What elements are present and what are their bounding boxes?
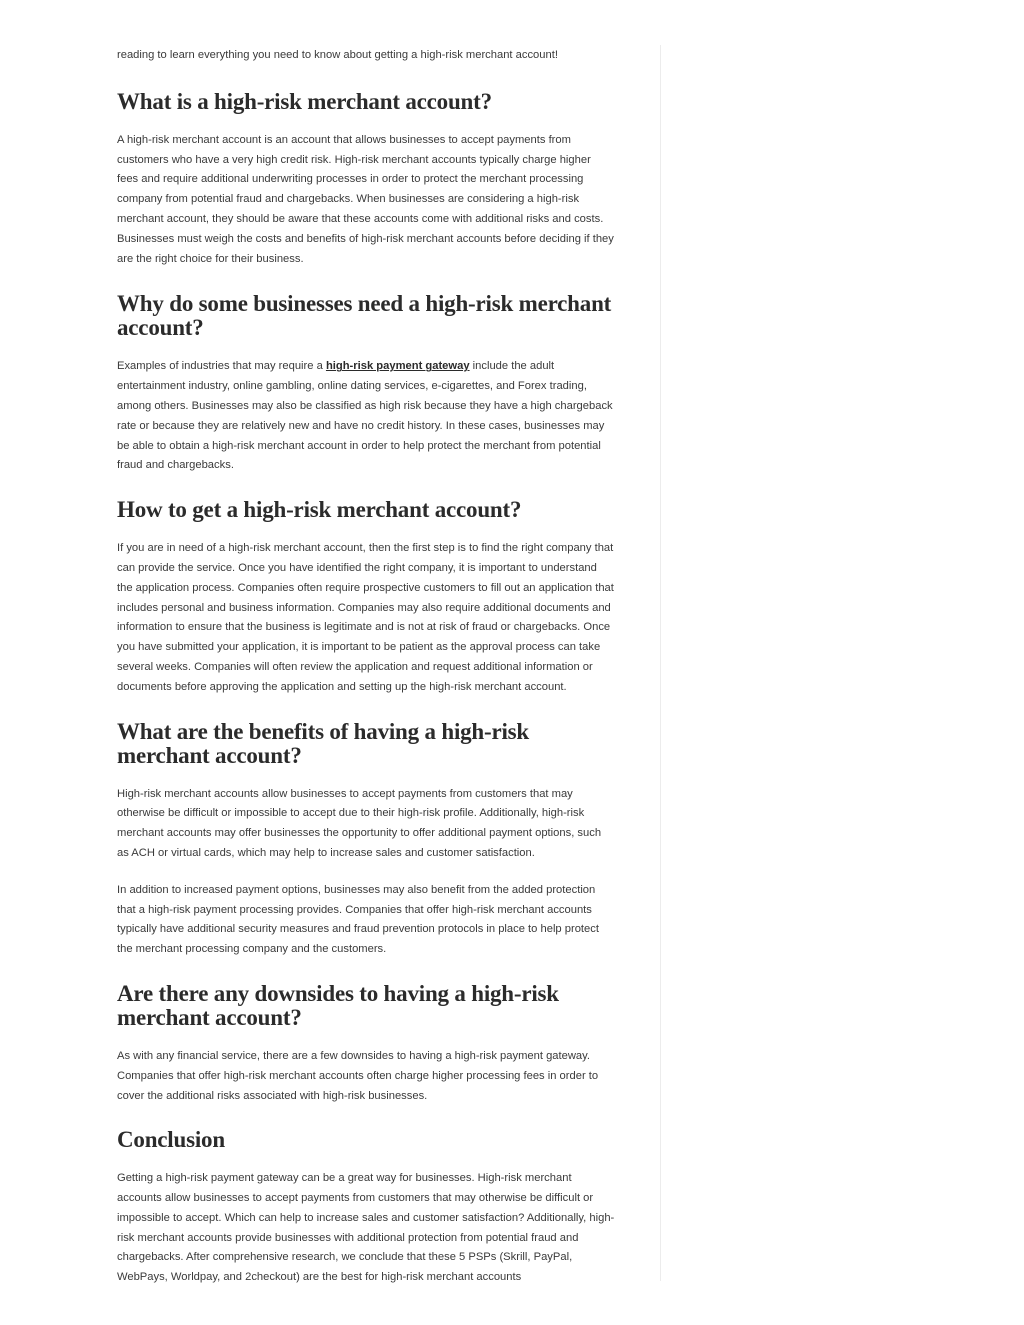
paragraph-conclusion: Getting a high-risk payment gateway can be a great way for businesses. High-risk merchant accounts allow businesses to accept payments from customers that may otherwise be difficult or impossible to accept. Which can help to increase sales and customer satisfaction? Additionally, high-risk merchant accounts provide businesses with additional protection from potential fraud and chargebacks. After comprehensive research, we conclude that these 5 PSPs (Skrill, PayPal, WebPays, Worldpay, and 2checkout) are the best for high-risk merchant accounts [117, 1172, 615, 1284]
paragraph-downsides: As with any financial service, there are a few downsides to having a high-risk payment gateway. Companies that offer high-risk merchant accounts often charge higher processing fees in order to cover the additional risks associated with high-risk businesses. [117, 1049, 599, 1102]
paragraph-benefits-2: In addition to increased payment options, businesses may also benefit from the added protection that a high-risk payment processing provides. Companies that offer high-risk merchant accounts typically have additional security measures and fraud prevention protocols in place to help protect the merchant processing company and the customers. [117, 883, 599, 956]
heading-downsides: Are there any downsides to having a high-risk merchant account? [117, 980, 559, 1030]
heading-conclusion: Conclusion [117, 1127, 225, 1153]
paragraph-what-is: A high-risk merchant account is an account that allows businesses to accept payments from customers who have a very high credit risk. High-risk merchant accounts typically charge higher fees and require additional underwriting processes in order to protect the merchant processing company from potential fraud and chargebacks. When businesses are considering a high-risk merchant account, they should be aware that these accounts come with additional risks and costs. Businesses must weigh the costs and benefits of high-risk merchant accounts before deciding if they are the right choice for their business. [117, 133, 614, 265]
high-risk-payment-gateway-link[interactable]: high-risk payment gateway [325, 360, 470, 373]
article-body [117, 46, 615, 1288]
paragraph-benefits-1: High-risk merchant accounts allow businesses to accept payments from customers that may otherwise be difficult or impossible to accept due to their high-risk profile. Additionally, high-risk merchant accounts may offer businesses the opportunity to offer additional payment options, such as ACH or virtual cards, which may help to increase sales and customer satisfaction. [117, 787, 602, 859]
paragraph-how-to-get: If you are in need of a high-risk merchant account, then the first step is to find the right company that can provide the service. Once you have identified the right company, it is important to understand the application process. Companies often require prospective customers to fill out an application that includes personal and business information. Companies may also require additional documents and information to ensure that the business is legitimate and is not at risk of fraud or chargebacks. Once you have submitted your application, it is important to be patient as the approval process can take several weeks. Companies will often review the application and request additional information or documents before approving the application and setting up the high-risk merchant account. [117, 542, 614, 693]
heading-what-is: What is a high-risk merchant account? [117, 88, 492, 114]
heading-how-to-get: How to get a high-risk merchant account? [117, 497, 522, 523]
paragraph-why-need-end: include the adult entertainment industry, online gambling, online dating services, e-cigarettes, and Forex trading, among others. Businesses may also be classified as high risk because they have a high chargeback rate or because they are relatively new and have no credit history. In these cases, businesses may be able to obtain a high-risk merchant account in order to help protect the merchant from potential fraud and chargebacks. [117, 360, 613, 472]
paragraph-why-need-start: Examples of industries that may require a [117, 360, 326, 373]
heading-why-need: Why do some businesses need a high-risk merchant account? [117, 291, 612, 341]
intro-paragraph: reading to learn everything you need to know about getting a high-risk merchant account! [117, 49, 558, 61]
heading-benefits: What are the benefits of having a high-risk merchant account? [117, 718, 530, 768]
paragraph-why-need [117, 357, 615, 476]
sidebar-divider [660, 45, 661, 1281]
